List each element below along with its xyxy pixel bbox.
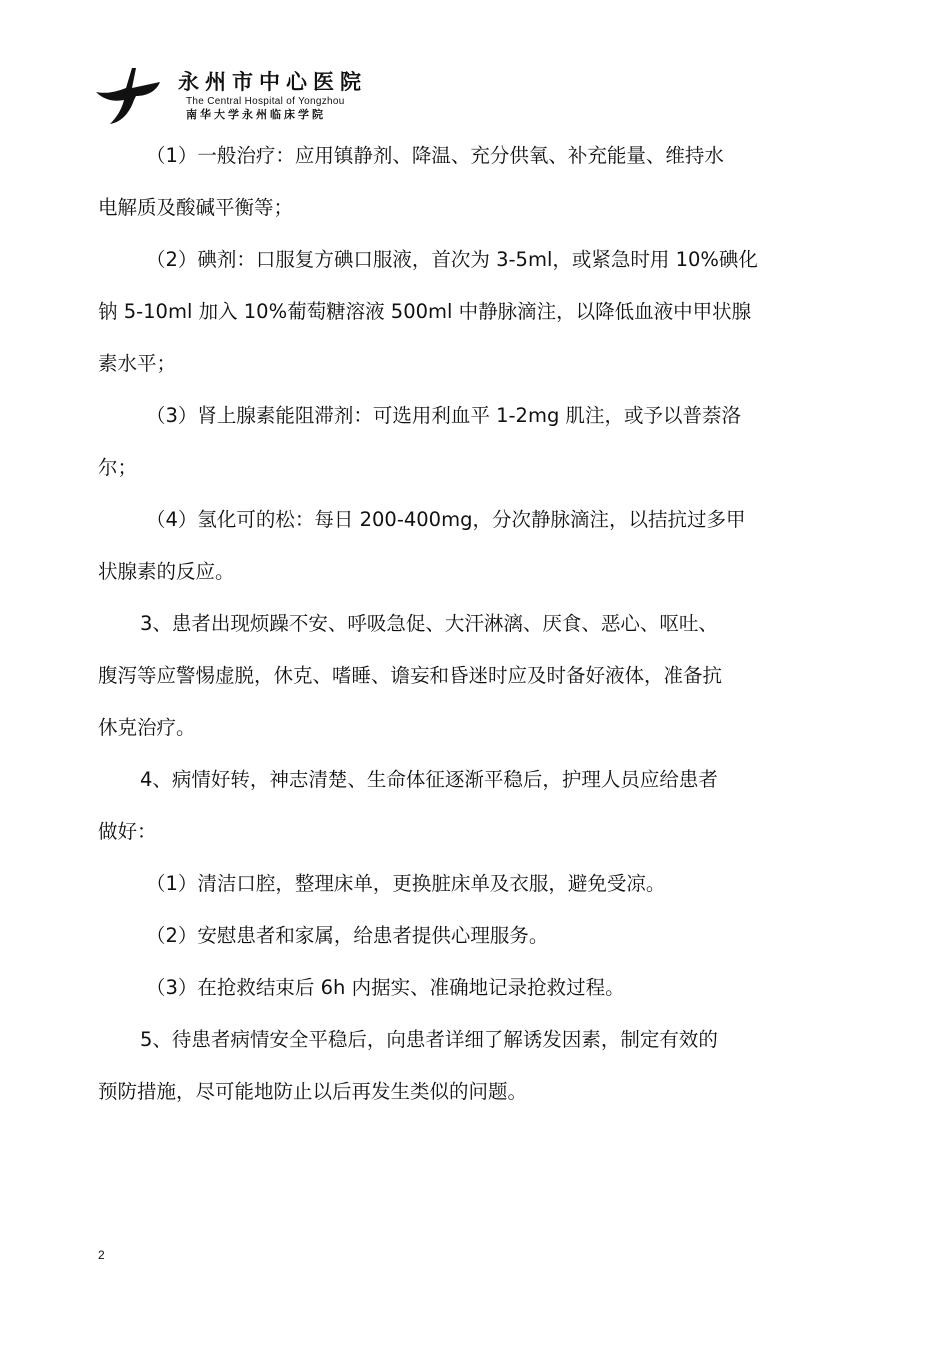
body-line-16: （2）安慰患者和家属，给患者提供心理服务。 [146, 924, 549, 947]
body-line-15: （1）清洁口腔，整理床单，更换脏床单及衣服，避免受凉。 [146, 872, 666, 895]
body-line-14: 做好： [98, 820, 157, 843]
body-line-12: 休克治疗。 [98, 716, 196, 739]
page-number: 2 [98, 1248, 105, 1262]
body-line-9: 状腺素的反应。 [98, 560, 235, 583]
hospital-name-en: The Central Hospital of Yongzhou [186, 96, 345, 107]
body-line-1: （1）一般治疗：应用镇静剂、降温、充分供氧、补充能量、维持水 [146, 144, 724, 167]
body-line-18: 5、待患者病情安全平稳后，向患者详细了解诱发因素，制定有效的 [140, 1028, 718, 1051]
body-line-4: 钠 5-10ml 加入 10%葡萄糖溶液 500ml 中静脉滴注，以降低血液中甲状腺 [98, 300, 752, 323]
hospital-cross-logo-icon [96, 66, 162, 126]
body-line-7: 尔； [98, 456, 138, 479]
body-line-6: （3）肾上腺素能阻滞剂：可选用利血平 1-2mg 肌注，或予以普萘洛 [146, 404, 742, 427]
body-line-8: （4）氢化可的松：每日 200-400mg，分次静脉滴注，以拮抗过多甲 [146, 508, 746, 531]
body-line-2: 电解质及酸碱平衡等； [98, 196, 294, 219]
body-line-17: （3）在抢救结束后 6h 内据实、准确地记录抢救过程。 [146, 976, 625, 999]
body-line-19: 预防措施，尽可能地防止以后再发生类似的问题。 [98, 1080, 528, 1103]
hospital-header [96, 66, 396, 128]
university-name: 南华大学永州临床学院 [186, 108, 326, 121]
body-line-13: 4、病情好转，神志清楚、生命体征逐渐平稳后，护理人员应给患者 [140, 768, 718, 791]
hospital-name-cn: 永州市中心医院 [178, 69, 367, 94]
body-line-10: 3、患者出现烦躁不安、呼吸急促、大汗淋漓、厌食、恶心、呕吐、 [140, 612, 718, 635]
body-line-11: 腹泻等应警惕虚脱，休克、嗜睡、谵妄和昏迷时应及时备好液体，准备抗 [98, 664, 723, 687]
body-line-3: （2）碘剂：口服复方碘口服液，首次为 3-5ml，或紧急时用 10%碘化 [146, 248, 758, 271]
body-line-5: 素水平； [98, 352, 177, 375]
